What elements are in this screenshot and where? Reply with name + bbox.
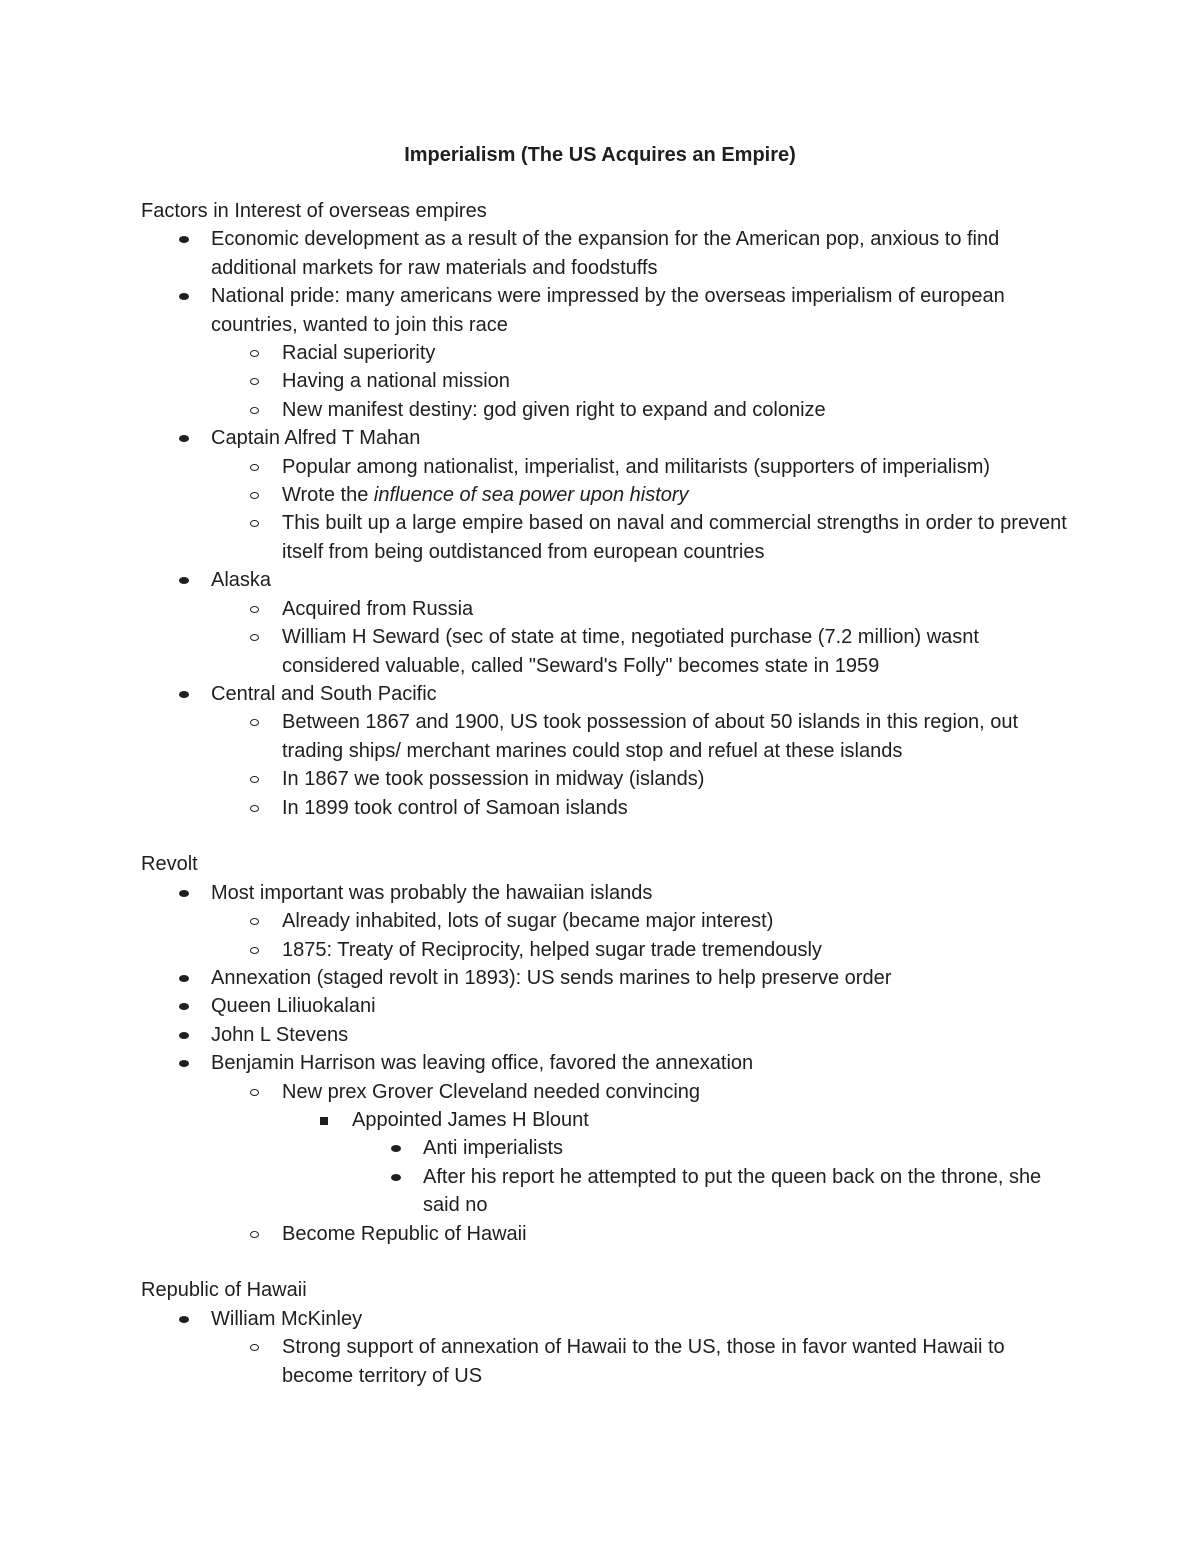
list-item: Annexation (staged revolt in 1893): US sends marines to help preserve order xyxy=(141,964,1071,992)
section-heading: Factors in Interest of overseas empires xyxy=(141,200,487,222)
list-item: Appointed James H Blount xyxy=(141,1106,1071,1134)
bullet-circle-icon xyxy=(250,947,259,954)
bullet-disc-icon xyxy=(179,1003,189,1010)
list-item: Alaska xyxy=(141,566,1071,594)
section-heading: Revolt xyxy=(141,853,198,876)
list-item: William McKinley xyxy=(141,1305,1071,1333)
list-item: Captain Alfred T Mahan xyxy=(141,424,1071,452)
bullet-disc-icon xyxy=(179,691,189,698)
list-item: New manifest destiny: god given right to expand and colonize xyxy=(141,396,1071,424)
bullet-disc-icon xyxy=(179,435,189,442)
list-item: Become Republic of Hawaii xyxy=(141,1220,1071,1248)
list-item: John L Stevens xyxy=(141,1021,1071,1049)
bullet-circle-icon xyxy=(250,350,259,357)
list-item: New prex Grover Cleveland needed convincing xyxy=(141,1078,1071,1106)
list-item: National pride: many americans were impressed by the overseas imperialism of european countries, wanted to join this race xyxy=(141,282,1071,339)
list-item: Popular among nationalist, imperialist, and militarists (supporters of imperialism) xyxy=(141,453,1071,481)
bullet-disc-icon xyxy=(391,1145,401,1152)
bullet-circle-icon xyxy=(250,1089,259,1096)
list-item: Most important was probably the hawaiian islands xyxy=(141,879,1071,907)
book-title: influence of sea power upon history xyxy=(373,484,689,507)
bullet-circle-icon xyxy=(250,634,259,641)
bullet-disc-icon xyxy=(179,236,189,243)
list-item: In 1867 we took possession in midway (islands) xyxy=(141,765,1071,793)
list-item: In 1899 took control of Samoan islands xyxy=(141,794,1071,822)
bullet-circle-icon xyxy=(250,492,259,499)
list-item: 1875: Treaty of Reciprocity, helped sugar trade tremendously xyxy=(141,936,1071,964)
bullet-disc-icon xyxy=(179,1316,189,1323)
bullet-disc-icon xyxy=(391,1174,401,1181)
bullet-disc-icon xyxy=(179,890,189,897)
bullet-disc-icon xyxy=(179,975,189,982)
document-body xyxy=(141,197,1071,1390)
list-item: Benjamin Harrison was leaving office, favored the annexation xyxy=(141,1049,1071,1077)
bullet-circle-icon xyxy=(250,464,259,471)
list-item: Already inhabited, lots of sugar (became major interest) xyxy=(141,907,1071,935)
bullet-circle-icon xyxy=(250,1344,259,1351)
section-heading: Republic of Hawaii xyxy=(141,1279,307,1302)
spacer xyxy=(141,1248,1071,1276)
bullet-circle-icon xyxy=(250,407,259,414)
bullet-circle-icon xyxy=(250,1231,259,1238)
list-item: William H Seward (sec of state at time, negotiated purchase (7.2 million) wasnt considered valuable, called "Seward's Folly" becomes state in 1959 xyxy=(141,623,1071,680)
list-item: Wrote the influence of sea power upon history xyxy=(141,481,1071,509)
bullet-disc-icon xyxy=(179,577,189,584)
list-item: Acquired from Russia xyxy=(141,595,1071,623)
spacer xyxy=(141,822,1071,850)
list-item: After his report he attempted to put the queen back on the throne, she said no xyxy=(141,1163,1071,1220)
list-item: Central and South Pacific xyxy=(141,680,1071,708)
list-item: Queen Liliuokalani xyxy=(141,992,1071,1020)
list-item: Having a national mission xyxy=(141,367,1071,395)
list-item: Racial superiority xyxy=(141,339,1071,367)
list-item: Strong support of annexation of Hawaii to the US, those in favor wanted Hawaii to become territory of US xyxy=(141,1333,1071,1390)
list-item: Economic development as a result of the expansion for the American pop, anxious to find additional markets for raw materials and foodstuffs xyxy=(141,225,1071,282)
document-title: Imperialism (The US Acquires an Empire) xyxy=(404,144,796,166)
bullet-disc-icon xyxy=(179,1060,189,1067)
list-item: Anti imperialists xyxy=(141,1134,1071,1162)
bullet-circle-icon xyxy=(250,606,259,613)
bullet-disc-icon xyxy=(179,1032,189,1039)
bullet-disc-icon xyxy=(179,293,189,300)
bullet-circle-icon xyxy=(250,378,259,385)
list-item: This built up a large empire based on naval and commercial strengths in order to prevent itself from being outdistanced from european countries xyxy=(141,509,1071,566)
bullet-square-icon xyxy=(320,1117,328,1125)
bullet-circle-icon xyxy=(250,719,259,726)
bullet-circle-icon xyxy=(250,520,259,527)
bullet-circle-icon xyxy=(250,776,259,783)
list-item: Between 1867 and 1900, US took possession of about 50 islands in this region, out trading ships/ merchant marines could stop and refuel at these islands xyxy=(141,708,1071,765)
bullet-circle-icon xyxy=(250,805,259,812)
bullet-circle-icon xyxy=(250,918,259,925)
